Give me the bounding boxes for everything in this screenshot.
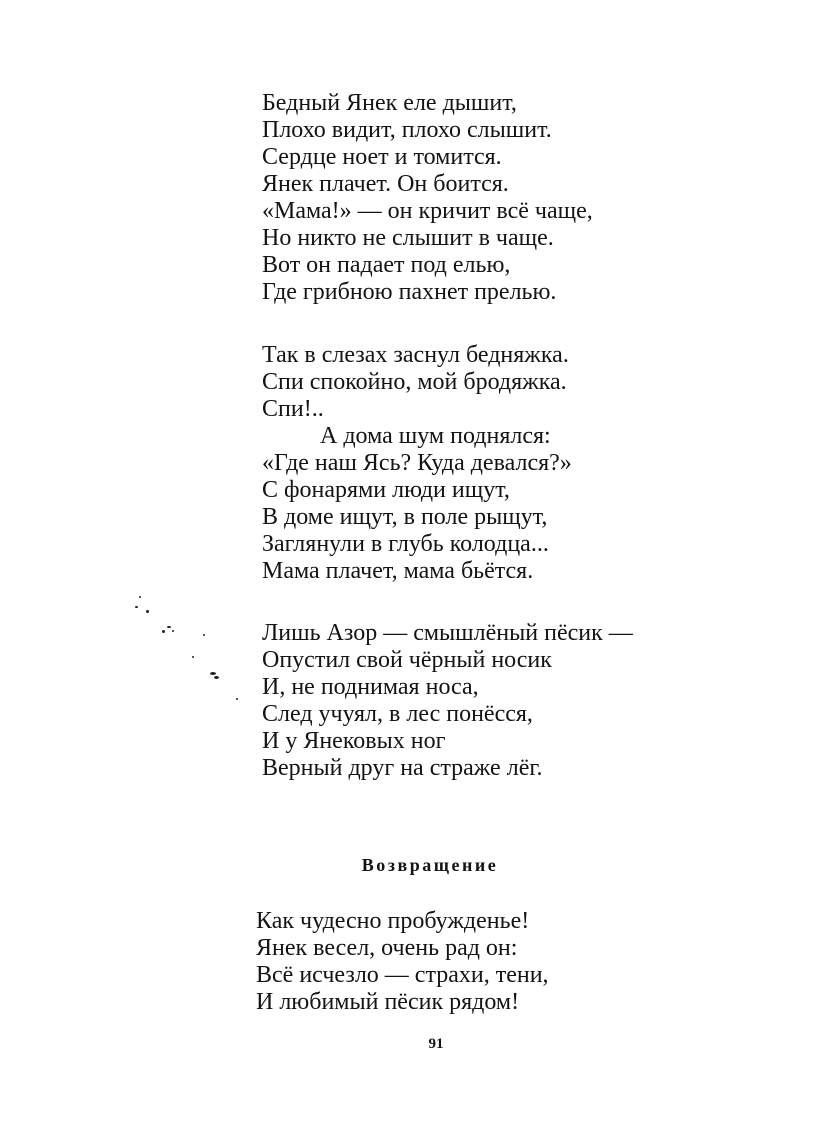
- verse-line: Заглянули в глубь колодца...: [262, 531, 549, 557]
- verse-line: След учуял, в лес понёсся,: [262, 701, 533, 727]
- speck: [139, 596, 141, 598]
- verse-line: Сердце ноет и томится.: [262, 144, 502, 170]
- verse-line-indented: А дома шум поднялся:: [320, 423, 551, 449]
- verse-line: Бедный Янек еле дышит,: [262, 90, 517, 116]
- verse-line: Но никто не слышит в чаще.: [262, 225, 554, 251]
- stanza-3: [262, 620, 633, 782]
- verse-line: И, не поднимая носа,: [262, 674, 479, 700]
- verse-line: И любимый пёсик рядом!: [256, 989, 520, 1015]
- speck: [146, 610, 149, 613]
- verse-line: Янек плачет. Он боится.: [262, 171, 509, 197]
- stanza-2: [262, 342, 572, 585]
- speck: [135, 606, 138, 608]
- speck: [192, 656, 194, 658]
- verse-line: Всё исчезло — страхи, тени,: [256, 962, 549, 988]
- verse-line: Спи спокойно, мой бродяжка.: [262, 369, 567, 395]
- verse-line: Спи!..: [262, 396, 324, 422]
- speck: [167, 626, 171, 628]
- verse-line: Мама плачет, мама бьётся.: [262, 558, 534, 584]
- verse-line: Где грибною пахнет прелью.: [262, 279, 557, 305]
- speck: [162, 630, 165, 633]
- verse-line: Так в слезах заснул бедняжка.: [262, 342, 569, 368]
- verse-line: Вот он падает под елью,: [262, 252, 511, 278]
- verse-line: «Где наш Ясь? Куда девался?»: [262, 450, 572, 476]
- verse-line: В доме ищут, в поле рыщут,: [262, 504, 548, 530]
- verse-line: Плохо видит, плохо слышит.: [262, 117, 552, 143]
- verse-line: И у Янековых ног: [262, 728, 446, 754]
- verse-line: Верный друг на страже лёг.: [262, 755, 543, 781]
- verse-line: «Мама!» — он кричит всё чаще,: [262, 198, 593, 224]
- speck: [210, 672, 216, 675]
- stanza-1: [262, 90, 593, 306]
- verse-line: С фонарями люди ищут,: [262, 477, 510, 503]
- speck: [172, 630, 174, 632]
- verse-line: Янек весел, очень рад он:: [256, 935, 518, 961]
- speck: [236, 698, 238, 700]
- verse-line: Лишь Азор — смышлёный пёсик —: [262, 620, 633, 646]
- section-heading: Возвращение: [361, 855, 499, 875]
- speck: [214, 676, 219, 679]
- verse-line: Как чудесно пробужденье!: [256, 908, 530, 934]
- page-number: 91: [428, 1036, 444, 1052]
- stanza-4: [256, 908, 549, 1016]
- speck: [203, 634, 205, 636]
- verse-line: Опустил свой чёрный носик: [262, 647, 552, 673]
